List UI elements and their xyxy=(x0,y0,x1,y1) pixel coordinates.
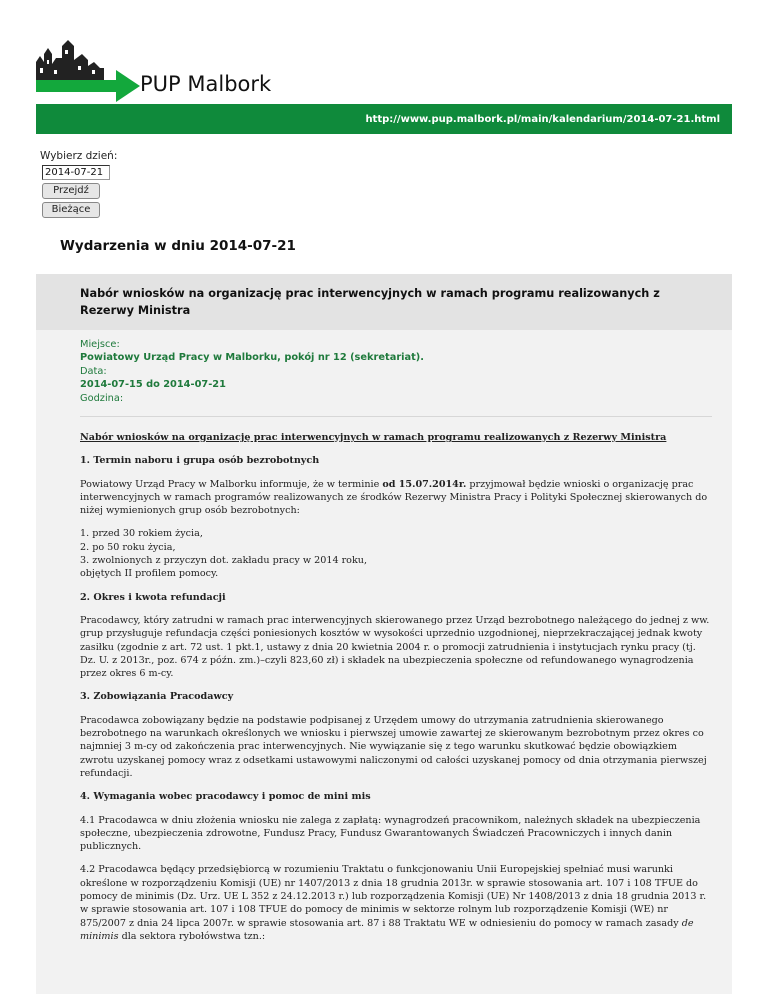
date-input[interactable]: 2014-07-21 xyxy=(42,165,110,180)
section-4-paragraph-2 xyxy=(80,863,712,943)
date-value: 2014-07-15 do 2014-07-21 xyxy=(80,379,226,391)
header xyxy=(0,0,768,134)
event-title-box xyxy=(36,274,732,330)
section-3-paragraph: Pracodawca zobowiązany będzie na podstawie podpisanej z Urzędem umowy do utrzymania zatrudnienia skierowanego bezrobotnego na warunkach określonych we wniosku i pierwszej umowie zawartej ze skierowanym bezrobotnym przez okres co najmniej 3 m-cy od zakończenia prac interwencyjnych. Nie wywiązanie się z tego warunku skutkować będzie obowiązkiem zwrotu uzyskanej pomocy wraz z odsetkami ustawowymi naliczonymi od całości uzyskanej pomocy od dnia otrzymania pierwszej refundacji. xyxy=(80,714,707,779)
list-item: 1. przed 30 rokiem życia, xyxy=(80,528,203,540)
go-button[interactable]: Przejdź xyxy=(42,183,100,199)
s1-text-c: przyjmował będzie wnioski o organizację prac interwencyjnych w ramach programów realizowanych ze środków Rezerwy Ministra Pracy i Polityki Społecznej skierowanych do niżej wymienionych grup osób bezrobotnych: xyxy=(80,478,708,517)
section-3-heading: 3. Zobowiązania Pracodawcy xyxy=(80,691,234,703)
s4-text-italic: de minimis xyxy=(80,917,694,942)
pup-logo-icon[interactable] xyxy=(34,40,142,108)
s4-text-c: dla sektora rybołówstwa tzn.: xyxy=(118,930,266,942)
section-1-paragraph xyxy=(80,478,712,518)
place-value: Powiatowy Urząd Pracy w Malborku, pokój nr 12 (sekretariat). xyxy=(80,352,424,364)
section-4-paragraph-1: 4.1 Pracodawca w dniu złożenia wniosku nie zalega z zapłatą: wynagrodzeń pracownikom, należnych składek na ubezpieczenia społeczne, ubezpieczenia zdrowotne, Fundusz Pracy, Fundusz Gwarantowanych Świadczeń Pracowniczych i innych danin publicznych. xyxy=(80,814,701,853)
s4-text-a: 4.2 Pracodawca będący przedsiębiorcą w rozumieniu Traktatu o funkcjonowaniu Unii Europejskiej spełniać musi warunki określone w rozporządzeniu Komisji (UE) nr 1407/2013 z dnia 18 grudnia 2013r. w sprawie stosowania art. 107 i 108 TFUE do pomocy de minimis (Dz. Urz. UE L 352 z 24.12.2013 r.) lub rozporządzenia Komisji (UE) Nr 1408/2013 z dnia 18 grudnia 2013 r. w sprawie stosowania art. 107 i 108 TFUE do pomocy de minimis w sektorze rolnym lub rozporządzenie Komisji (WE) nr 875/2007 z dnia 24 lipca 2007r. w sprawie stosowania art. 87 i 88 Traktatu WE w odniesieniu do pomocy w ramach zasady xyxy=(80,864,707,929)
list-item: 3. zwolnionych z przyczyn dot. zakładu pracy w 2014 roku, xyxy=(80,555,367,567)
section-1-heading: 1. Termin naboru i grupa osób bezrobotnych xyxy=(80,455,320,467)
s1-text-a: Powiatowy Urząd Pracy w Malborku informuje, że w terminie xyxy=(80,478,383,490)
event-body xyxy=(36,330,732,994)
page-url-link[interactable]: http://www.pup.malbork.pl/main/kalendarium/2014-07-21.html xyxy=(365,113,720,125)
divider xyxy=(80,416,712,417)
date-label: Wybierz dzień: xyxy=(40,150,118,162)
today-button[interactable]: Bieżące xyxy=(42,202,100,218)
time-label: Godzina: xyxy=(80,392,124,404)
section-4-heading: 4. Wymagania wobec pracodawcy i pomoc de mini mis xyxy=(80,791,371,803)
section-1-list xyxy=(80,527,712,580)
site-name[interactable]: PUP Malbork xyxy=(140,72,272,96)
date-label-meta: Data: xyxy=(80,365,107,377)
list-item: 2. po 50 roku życia, xyxy=(80,541,176,553)
date-form xyxy=(40,150,117,218)
list-item: objętych II profilem pomocy. xyxy=(80,568,219,580)
content-main-heading: Nabór wniosków na organizację prac interwencyjnych w ramach programu realizowanych z Rezerwy Ministra xyxy=(80,432,667,443)
event-title: Nabór wniosków na organizację prac interwencyjnych w ramach programu realizowanych z Rezerwy Ministra xyxy=(80,287,660,317)
section-2-paragraph: Pracodawcy, który zatrudni w ramach prac interwencyjnych skierowanego przez Urząd bezrobotnego należącego do jednej z ww. grup przysługuje refundacja części poniesionych kosztów w wysokości uprzednio uzgodnionej, nieprzekraczającej jednak kwoty zasiłku (zgodnie z art. 72 ust. 1 pkt.1, ustawy z dnia 20 kwietnia 2004 r. o promocji zatrudnienia i instytucjach rynku pracy (tj. Dz. U. z 2013r., poz. 674 z późn. zm.)–czyli 823,60 zł) i składek na ubezpieczenia społeczne od refundowanego wynagrodzenia przez okres 6 m-cy. xyxy=(80,614,710,680)
event-meta xyxy=(80,338,424,405)
event-content xyxy=(80,431,712,953)
section-2-heading: 2. Okres i kwota refundacji xyxy=(80,591,226,603)
events-heading: Wydarzenia w dniu 2014-07-21 xyxy=(60,238,296,254)
url-bar xyxy=(36,104,732,134)
place-label: Miejsce: xyxy=(80,339,120,350)
s1-text-bold: od 15.07.2014r. xyxy=(382,478,467,490)
